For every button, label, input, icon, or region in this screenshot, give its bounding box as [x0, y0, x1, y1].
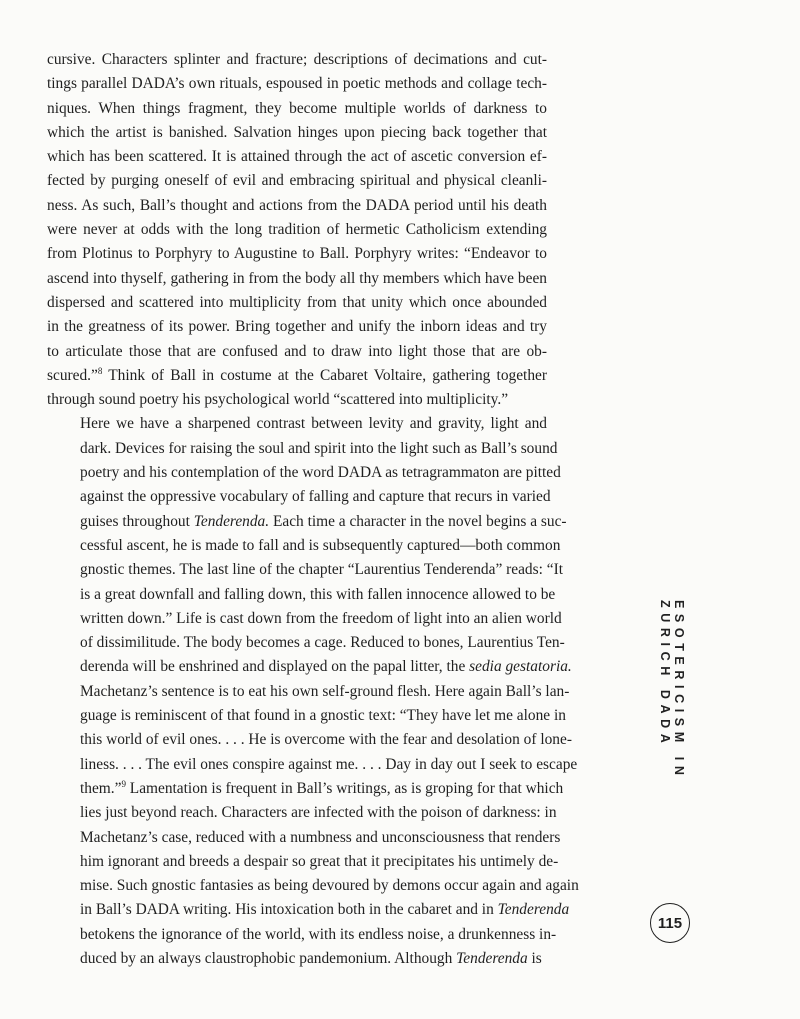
text-line	[47, 461, 561, 485]
text-run: mise. Such gnostic fantasies as being devoured by demons occur again and again	[80, 877, 579, 895]
text-line	[47, 364, 547, 388]
text-line	[47, 874, 579, 898]
text-line	[47, 583, 556, 607]
text-line	[47, 534, 561, 558]
page-number	[650, 903, 690, 943]
running-head	[657, 600, 687, 870]
text-line	[47, 485, 551, 509]
text-run: him ignorant and breeds a despair so great that it precipitates his untimely de-	[80, 852, 559, 870]
italic-text: Tenderenda	[456, 949, 528, 967]
text-line	[47, 607, 562, 631]
text-run: fected by purging oneself of evil and embracing spiritual and physical cleanli-	[47, 172, 547, 190]
text-run: scured.”	[47, 366, 98, 384]
text-line	[47, 631, 565, 655]
italic-text: Tenderenda	[497, 901, 570, 919]
text-line	[47, 850, 559, 874]
italic-text: Tenderenda.	[193, 512, 270, 530]
text-run: written down.” Life is cast down from the freedom of light into an alien world	[80, 609, 562, 627]
text-run: from Plotinus to Porphyry to Augustine to Ball. Porphyry writes: “Endeavor to	[47, 245, 547, 263]
text-run: ascend into thyself, gathering in from the body all thy members which have been	[47, 269, 547, 287]
text-run: betokens the ignorance of the world, with its endless noise, a drunkenness in-	[80, 925, 557, 943]
text-run: ness. As such, Ball’s thought and actions from the DADA period until his death	[47, 196, 547, 214]
text-run: in the greatness of its power. Bring together and unify the inborn ideas and try	[47, 318, 547, 336]
text-run: cursive. Characters splinter and fracture; descriptions of decimations and cut-	[47, 51, 547, 68]
text-run: guises throughout	[80, 512, 194, 530]
text-run: through sound poetry his psychological world “scattered into multiplicity.”	[47, 391, 509, 409]
footnote-marker: 9	[121, 778, 126, 789]
text-line	[47, 218, 547, 242]
page-number-text: 115	[657, 914, 683, 932]
text-line	[47, 704, 566, 728]
text-run: is a great downfall and falling down, this with fallen innocence allowed to be	[80, 585, 556, 603]
text-line	[47, 315, 547, 339]
text-line	[47, 267, 547, 291]
text-run: this world of evil ones. . . . He is overcome with the fear and desolation of lone-	[80, 731, 572, 749]
text-run: were never at odds with the long tradition of hermetic Catholicism extending	[47, 221, 547, 239]
text-line	[47, 947, 547, 971]
text-run: against the oppressive vocabulary of falling and capture that recurs in varied	[80, 488, 551, 506]
text-run: is	[527, 949, 542, 967]
text-run: to articulate those that are confused and to draw into light those that are ob-	[47, 342, 547, 360]
text-run: poetry and his contemplation of the word DADA as tetragrammaton are pitted	[80, 464, 561, 482]
text-line	[47, 753, 578, 777]
paragraph	[47, 48, 547, 412]
text-run: dark. Devices for raising the soul and spirit into the light such as Ball’s sound	[80, 439, 558, 457]
text-run: cessful ascent, he is made to fall and is subsequently captured—both common	[80, 536, 561, 554]
running-head-text: ESOTERICISM IN ZURICH DADA	[658, 600, 686, 781]
text-line	[47, 72, 547, 96]
text-line	[47, 777, 564, 801]
text-run: of dissimilitude. The body becomes a cage. Reduced to bones, Laurentius Ten-	[80, 634, 565, 652]
text-line	[47, 558, 563, 582]
text-run: which has been scattered. It is attained through the act of ascetic conversion ef-	[47, 148, 547, 166]
text-run: Machetanz’s case, reduced with a numbness and unconsciousness that renders	[80, 828, 561, 846]
text-run: in Ball’s DADA writing. His intoxication both in the cabaret and in	[80, 901, 498, 919]
text-run: them.”	[80, 779, 122, 797]
text-line	[47, 680, 570, 704]
footnote-marker: 8	[97, 365, 103, 376]
text-run: liness. . . . The evil ones conspire against me. . . . Day in day out I seek to escape	[80, 755, 578, 773]
text-line	[47, 437, 558, 461]
text-run: derenda will be enshrined and displayed on the papal litter, the	[80, 658, 470, 676]
text-line	[47, 728, 572, 752]
text-line	[47, 121, 547, 145]
text-run: Lamentation is frequent in Ball’s writings, as is groping for that which	[125, 779, 564, 797]
text-line	[47, 145, 547, 169]
text-run: Here we have a sharpened contrast between levity and gravity, light and	[80, 415, 547, 433]
text-run: niques. When things fragment, they become multiple worlds of darkness to	[47, 99, 547, 117]
text-run: which the artist is banished. Salvation hinges upon piecing back together that	[47, 123, 547, 141]
text-line	[47, 97, 547, 121]
text-run: dispersed and scattered into multiplicity from that unity which once abounded	[47, 293, 547, 311]
text-run: tings parallel DADA’s own rituals, espoused in poetic methods and collage tech-	[47, 75, 547, 93]
text-line	[47, 388, 547, 412]
text-line	[47, 510, 567, 534]
text-line	[47, 898, 570, 922]
text-line	[47, 48, 547, 72]
text-run: Each time a character in the novel begins a suc-	[269, 512, 567, 530]
text-line	[47, 923, 557, 947]
text-run: duced by an always claustrophobic pandemonium. Although	[80, 949, 457, 967]
body-text	[47, 48, 579, 971]
text-line	[47, 291, 547, 315]
text-line	[47, 412, 547, 436]
text-line	[47, 242, 547, 266]
paragraph	[47, 412, 579, 971]
text-line	[47, 801, 557, 825]
text-run: Machetanz’s sentence is to eat his own self-ground flesh. Here again Ball’s lan-	[80, 682, 570, 700]
italic-text: sedia gestatoria.	[469, 658, 572, 676]
text-line	[47, 655, 572, 679]
text-run: lies just beyond reach. Characters are infected with the poison of darkness: in	[80, 804, 557, 822]
text-line	[47, 826, 561, 850]
text-run: guage is reminiscent of that found in a gnostic text: “They have let me alone in	[80, 707, 566, 725]
text-line	[47, 169, 547, 193]
text-line	[47, 340, 547, 364]
text-run: Think of Ball in costume at the Cabaret Voltaire, gathering together	[102, 366, 547, 384]
text-line	[47, 194, 547, 218]
text-run: gnostic themes. The last line of the chapter “Laurentius Tenderenda” reads: “It	[80, 561, 563, 579]
